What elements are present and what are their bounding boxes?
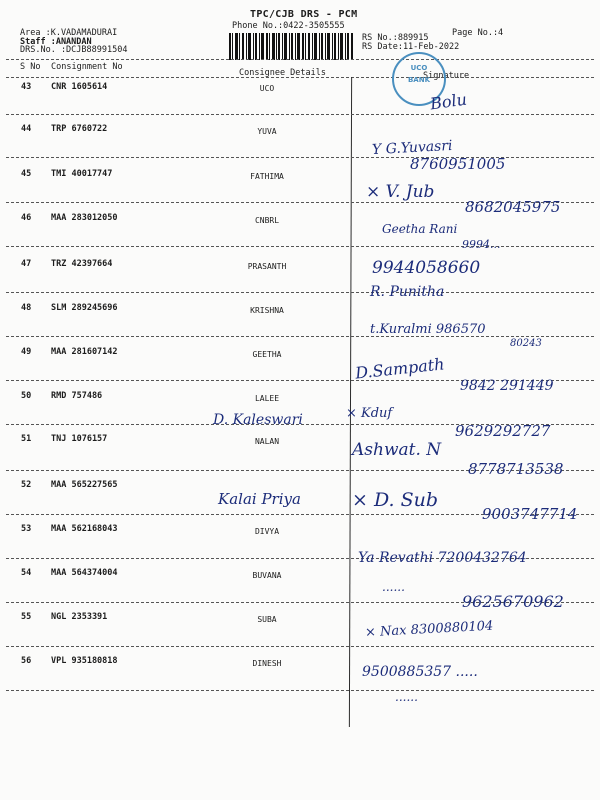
row-sno: 51 <box>21 434 32 444</box>
row-consignee: DINESH <box>252 659 282 668</box>
column-signature: Signature <box>423 71 470 81</box>
row-separator <box>6 114 594 115</box>
handwritten-name: Kalai Priya <box>218 490 301 508</box>
handwritten-phone: 9944058660 <box>372 258 481 278</box>
row-consignment: TRP 6760722 <box>51 124 108 134</box>
row-consignee: YUVA <box>257 127 277 136</box>
handwritten-phone: 9629292727 <box>455 422 551 440</box>
row-consignee: UCO <box>259 84 275 93</box>
handwritten-signature: × Nax 8300880104 <box>364 618 494 641</box>
row-consignee: NALAN <box>254 437 280 446</box>
drs-number: DRS.No. :DCJB88991504 <box>20 45 128 55</box>
row-consignment: NGL 2353391 <box>51 612 108 622</box>
row-consignee: BUVANA <box>252 571 282 580</box>
row-consignee: SUBA <box>257 615 277 624</box>
handwritten-signature: × Kduf <box>346 406 393 421</box>
handwritten-phone: 9500885357 ..... <box>362 664 478 680</box>
handwritten-name: Y G.Yuvasri <box>371 137 453 159</box>
row-sno: 55 <box>21 612 32 622</box>
row-consignment: TNJ 1076157 <box>51 434 108 444</box>
row-consignment: CNR 1605614 <box>51 82 108 92</box>
phone-number: Phone No.:0422-3505555 <box>232 21 345 31</box>
row-sno: 56 <box>21 656 32 666</box>
row-consignee: PRASANTH <box>247 262 287 271</box>
handwritten-name: ...... <box>395 690 418 704</box>
row-consignee: DIVYA <box>254 527 280 536</box>
row-sno: 45 <box>21 169 32 179</box>
signature-divider <box>349 77 352 727</box>
handwritten-name: Geetha Rani <box>382 222 458 236</box>
row-consignee: KRISHNA <box>250 306 284 315</box>
handwritten-name: ...... <box>382 580 405 594</box>
row-sno: 53 <box>21 524 32 534</box>
staff-label: Staff :ANANDAN <box>20 37 92 47</box>
handwritten-phone: 8778713538 <box>468 460 564 478</box>
handwritten-phone: 9842 291449 <box>460 378 554 394</box>
row-sno: 49 <box>21 347 32 357</box>
header-rule-top <box>6 59 594 60</box>
row-separator <box>6 246 594 247</box>
row-consignment: SLM 289245696 <box>51 303 118 313</box>
row-separator <box>6 336 594 337</box>
row-consignment: MAA 562168043 <box>51 524 118 534</box>
row-consignment: RMD 757486 <box>51 391 103 401</box>
row-sno: 52 <box>21 480 32 490</box>
row-consignment: MAA 283012050 <box>51 213 118 223</box>
handwritten-name: D. Kaleswari <box>213 412 303 428</box>
row-consignment: VPL 935180818 <box>51 656 118 666</box>
handwritten-phone: 9625670962 <box>462 592 564 611</box>
row-consignment: TMI 40017747 <box>51 169 113 179</box>
row-sno: 43 <box>21 82 32 92</box>
handwritten-name: t.Kuralmi 986570 <box>370 322 486 337</box>
handwritten-phone: 9994... <box>462 238 501 251</box>
area-label: Area :K.VADAMADURAI <box>20 28 118 38</box>
row-separator <box>6 690 594 691</box>
document-title: TPC/CJB DRS - PCM <box>250 9 358 20</box>
barcode <box>229 33 353 60</box>
row-sno: 48 <box>21 303 32 313</box>
row-consignee: CNBRL <box>254 216 280 225</box>
column-consignee: Consignee Details <box>239 68 326 78</box>
stamp-line-2: BANK <box>407 76 431 84</box>
handwritten-phone: 8682045975 <box>465 198 561 216</box>
row-consignment: MAA 281607142 <box>51 347 118 357</box>
row-separator <box>6 157 594 158</box>
row-sno: 47 <box>21 259 32 269</box>
row-consignee: LALEE <box>254 394 280 403</box>
row-separator <box>6 646 594 647</box>
row-consignee: FATHIMA <box>250 172 284 181</box>
handwritten-name: × V. Jub <box>366 182 435 202</box>
handwritten-name: Ya Revathi 7200432764 <box>358 550 527 566</box>
handwritten-phone: 8760951005 <box>410 155 506 173</box>
column-sno: S No <box>20 62 41 72</box>
handwritten-signature: D.Sampath <box>354 354 446 383</box>
row-consignee: GEETHA <box>252 350 282 359</box>
handwritten-phone: 80243 <box>510 338 542 349</box>
row-consignment: TRZ 42397664 <box>51 259 113 269</box>
rs-number: RS No.:889915 <box>362 33 429 43</box>
column-consignment: Consignment No <box>51 62 123 72</box>
handwritten-name: Ashwat. N <box>352 440 442 460</box>
header-rule-bottom <box>6 77 594 78</box>
handwritten-signature: Bolu <box>428 89 468 114</box>
handwritten-phone: 9003747714 <box>482 505 578 523</box>
handwritten-signature: × D. Sub <box>352 489 439 511</box>
rs-date: RS Date:11-Feb-2022 <box>362 42 460 52</box>
row-consignment: MAA 564374004 <box>51 568 118 578</box>
row-sno: 46 <box>21 213 32 223</box>
page-number: Page No.:4 <box>452 28 504 38</box>
row-consignment: MAA 565227565 <box>51 480 118 490</box>
stamp-line-1: UCO <box>410 64 428 72</box>
handwritten-name: R. Punitha <box>370 284 445 300</box>
row-sno: 50 <box>21 391 32 401</box>
row-sno: 44 <box>21 124 32 134</box>
row-separator <box>6 292 594 293</box>
row-sno: 54 <box>21 568 32 578</box>
